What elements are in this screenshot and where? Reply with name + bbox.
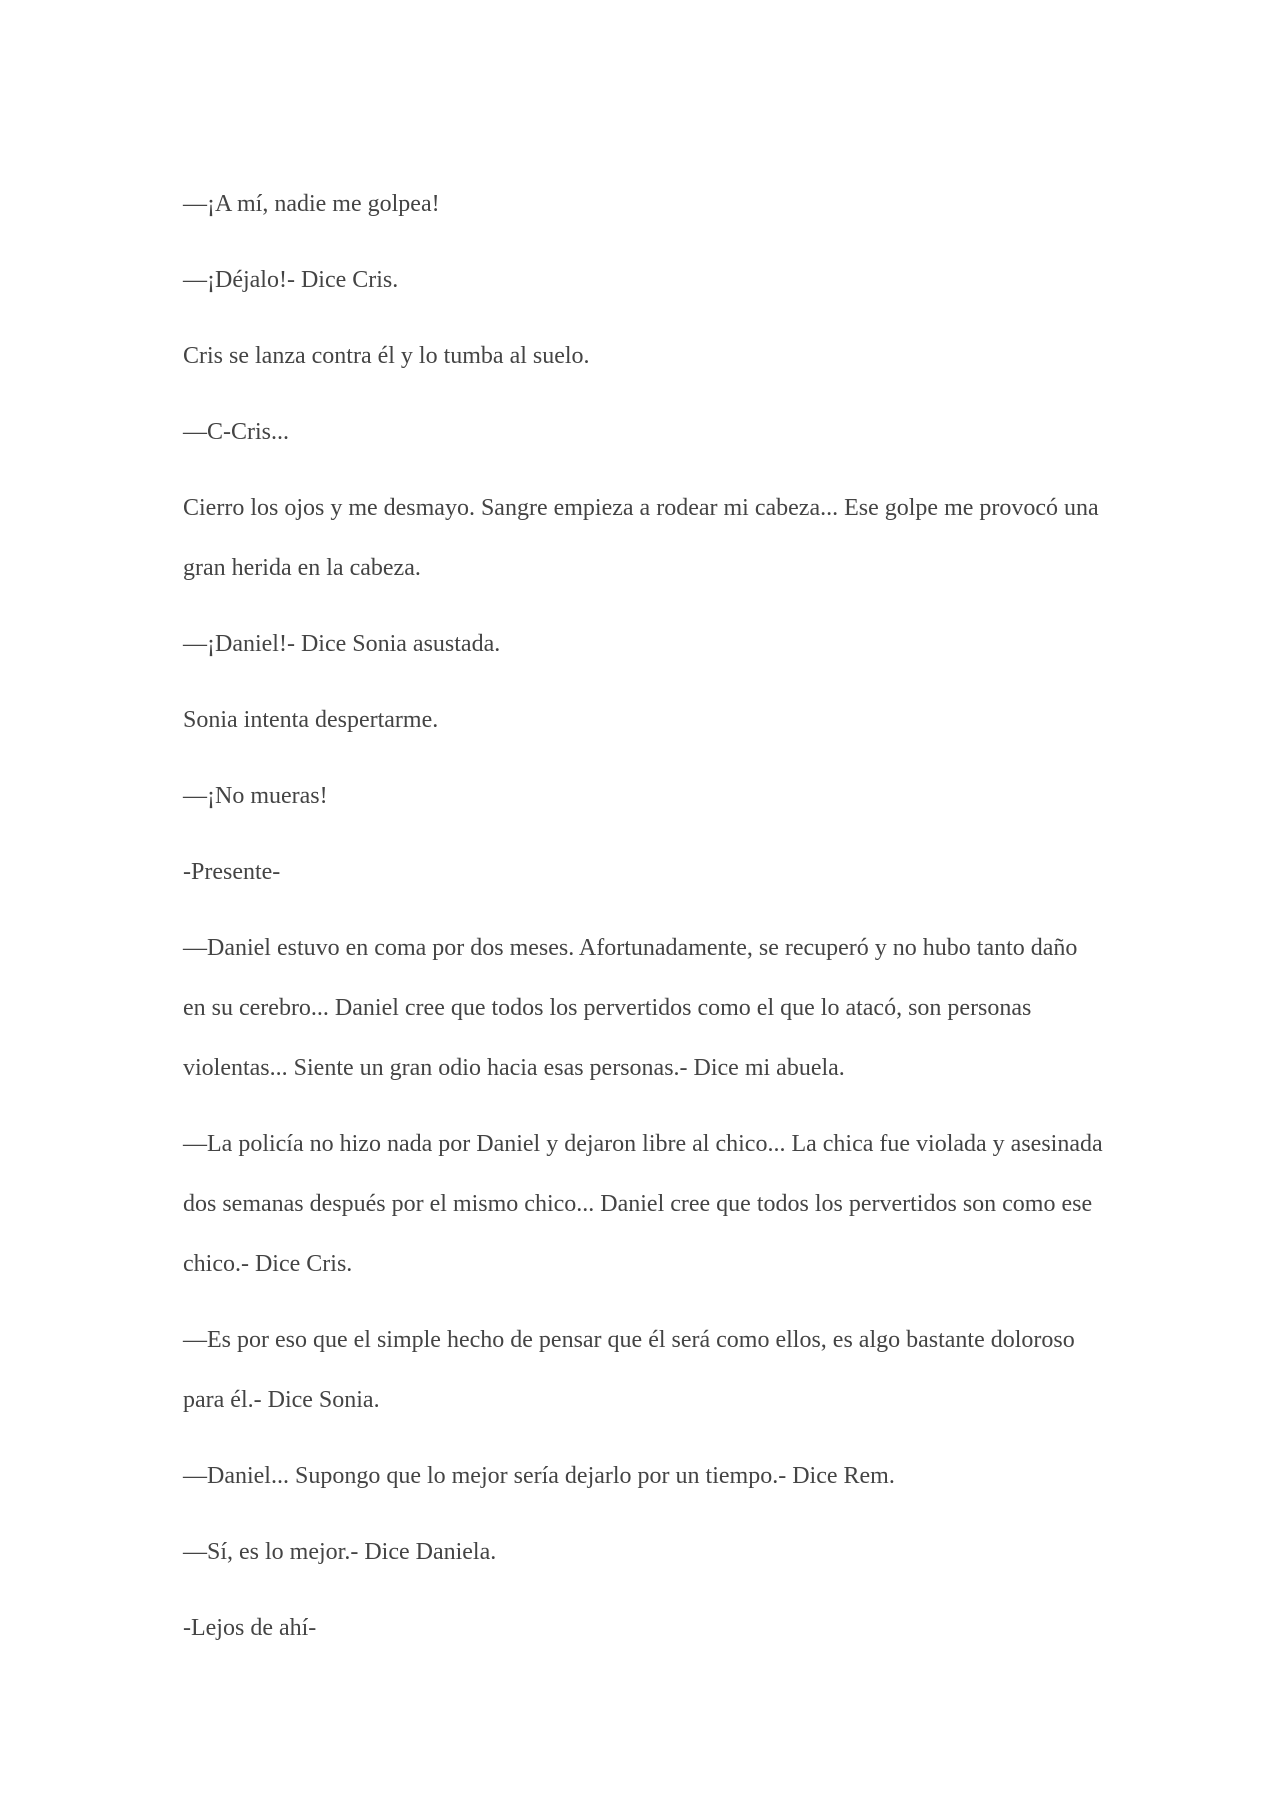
paragraph: —Sí, es lo mejor.- Dice Daniela. [183,1539,497,1565]
scene-marker: -Presente- [183,859,281,885]
paragraph: Sonia intenta despertarme. [183,707,439,733]
paragraph: —La policía no hizo nada por Daniel y dejaron libre al chico... La chica fue violada y asesinada dos semanas después por el mismo chico... Daniel cree que todos los pervertidos son como ese chico.- Dice Cris. [183,1131,1103,1277]
paragraph: —Daniel estuvo en coma por dos meses. Afortunadamente, se recuperó y no hubo tanto daño en su cerebro... Daniel cree que todos los pervertidos como el que lo atacó, son personas violentas... Siente un gran odio hacia esas personas.- Dice mi abuela. [183,935,1078,1081]
document-body [183,174,1103,1674]
paragraph: —Daniel... Supongo que lo mejor sería dejarlo por un tiempo.- Dice Rem. [183,1463,895,1489]
paragraph: Cierro los ojos y me desmayo. Sangre empieza a rodear mi cabeza... Ese golpe me provocó una gran herida en la cabeza. [183,495,1099,581]
paragraph: —¡Déjalo!- Dice Cris. [183,267,399,293]
scene-marker: -Lejos de ahí- [183,1615,317,1641]
paragraph: —Es por eso que el simple hecho de pensar que él será como ellos, es algo bastante doloroso para él.- Dice Sonia. [183,1327,1075,1413]
paragraph: —¡Daniel!- Dice Sonia asustada. [183,631,501,657]
paragraph: —¡No mueras! [183,783,328,809]
paragraph: Cris se lanza contra él y lo tumba al suelo. [183,343,590,369]
paragraph: —¡A mí, nadie me golpea! [183,191,440,217]
paragraph: —C-Cris... [183,419,290,445]
